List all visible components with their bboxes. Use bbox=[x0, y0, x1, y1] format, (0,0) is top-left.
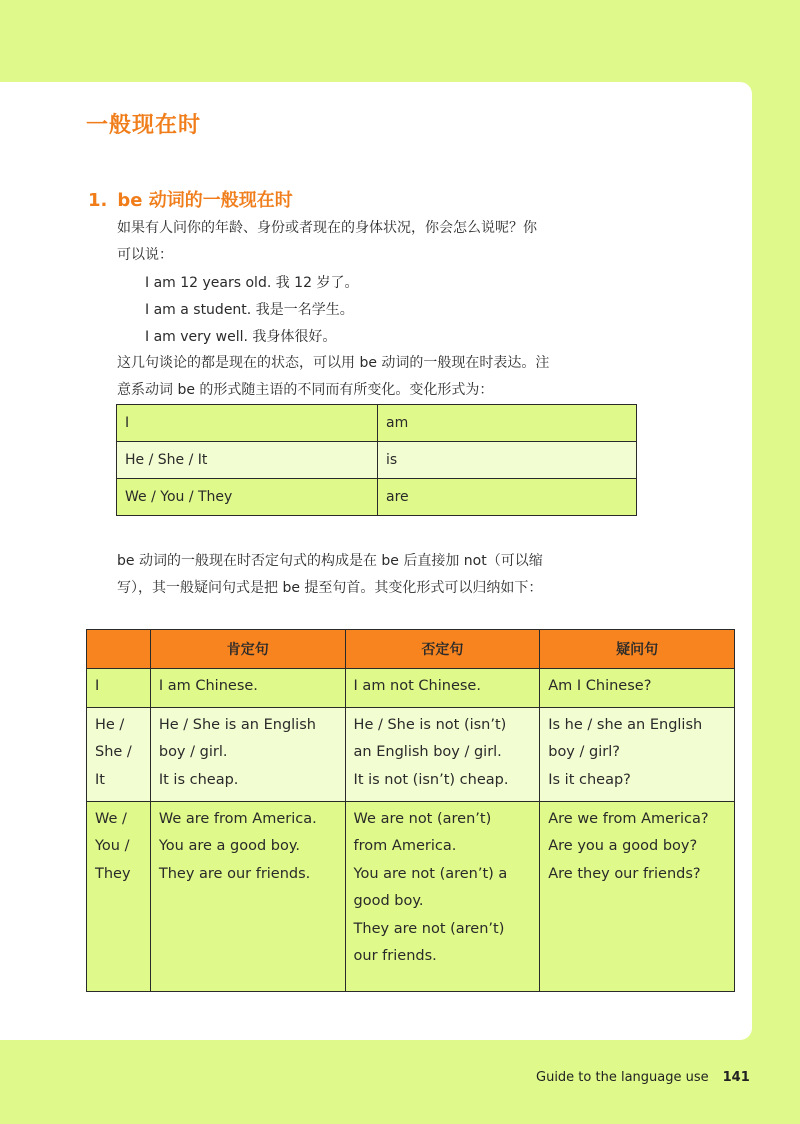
cell-line: boy / girl? bbox=[548, 744, 620, 760]
section-number: 1. bbox=[88, 190, 108, 211]
negation-line: 写），其一般疑问句式是把 be 提至句首。其变化形式可以归纳如下： bbox=[117, 580, 543, 596]
page-number: 141 bbox=[722, 1070, 750, 1085]
intro-line: 如果有人问你的年龄、身份或者现在的身体状况，你会怎么说呢？你 bbox=[117, 220, 537, 236]
cell-line: She / bbox=[95, 744, 132, 760]
cell-line: We are from America. bbox=[158, 810, 317, 827]
cell-line: They are not (aren’t) bbox=[353, 920, 505, 937]
subject-cell bbox=[87, 669, 151, 708]
page-footer bbox=[536, 1070, 750, 1085]
negative-cell bbox=[345, 707, 540, 801]
be-forms-table bbox=[116, 404, 637, 516]
example-sentence: I am a student. 我是一名学生。 bbox=[145, 302, 354, 318]
affirmative-cell bbox=[150, 707, 345, 801]
example-list bbox=[145, 270, 358, 351]
header-negative: 否定句 bbox=[345, 630, 540, 669]
cell-line: Are we from America? bbox=[548, 810, 709, 827]
cell-line: an English boy / girl. bbox=[353, 744, 502, 760]
cell-line: We are not (aren’t) bbox=[353, 810, 492, 827]
cell-line: I am Chinese. bbox=[158, 678, 258, 694]
subject-cell: I bbox=[117, 405, 378, 442]
page-title: 一般现在时 bbox=[86, 113, 202, 138]
form-cell: is bbox=[378, 442, 637, 479]
explanation-line: 这几句谈论的都是现在的状态，可以用 be 动词的一般现在时表达。注 bbox=[117, 355, 550, 371]
negative-cell bbox=[345, 669, 540, 708]
explanation-line: 意系动词 be 的形式随主语的不同而有所变化。变化形式为： bbox=[117, 382, 494, 398]
form-cell: am bbox=[378, 405, 637, 442]
intro-line: 可以说： bbox=[117, 247, 173, 263]
question-cell bbox=[540, 669, 735, 708]
explanation-paragraph bbox=[117, 350, 637, 404]
cell-line: He / bbox=[95, 716, 125, 733]
section-title: be 动词的一般现在时 bbox=[117, 190, 293, 211]
table-row bbox=[117, 405, 637, 442]
negative-cell bbox=[345, 801, 540, 991]
subject-cell: We / You / They bbox=[117, 479, 378, 516]
cell-line: I bbox=[95, 678, 100, 694]
cell-line: You are not (aren’t) a bbox=[353, 865, 508, 882]
example-sentence: I am very well. 我身体很好。 bbox=[145, 329, 337, 345]
cell-line: He / She is an English bbox=[158, 716, 316, 733]
question-cell bbox=[540, 801, 735, 991]
header-cell bbox=[87, 630, 151, 669]
table-row bbox=[87, 707, 735, 801]
table-row bbox=[117, 442, 637, 479]
subject-cell bbox=[87, 801, 151, 991]
cell-line: They are our friends. bbox=[158, 865, 311, 882]
affirmative-cell bbox=[150, 669, 345, 708]
footer-text: Guide to the language use bbox=[536, 1070, 709, 1085]
form-cell: are bbox=[378, 479, 637, 516]
cell-line: We / bbox=[95, 810, 127, 827]
table-row bbox=[87, 801, 735, 991]
cell-line: Are they our friends? bbox=[548, 865, 701, 882]
affirmative-cell bbox=[150, 801, 345, 991]
cell-line: boy / girl. bbox=[158, 744, 228, 760]
cell-line: Is he / she an English bbox=[548, 716, 703, 733]
cell-line: He / She is not (isn’t) bbox=[353, 716, 507, 733]
subject-cell bbox=[87, 707, 151, 801]
cell-line: It is cheap. bbox=[158, 771, 239, 788]
negation-line: be 动词的一般现在时否定句式的构成是在 be 后直接加 not（可以缩 bbox=[117, 553, 543, 569]
cell-line: our friends. bbox=[353, 948, 437, 964]
question-cell bbox=[540, 707, 735, 801]
header-row bbox=[87, 630, 735, 669]
example-sentence: I am 12 years old. 我 12 岁了。 bbox=[145, 275, 359, 291]
cell-line: You are a good boy. bbox=[158, 838, 300, 854]
negation-paragraph bbox=[117, 548, 637, 602]
table-row bbox=[117, 479, 637, 516]
table-row bbox=[87, 669, 735, 708]
cell-line: Are you a good boy? bbox=[548, 838, 698, 854]
intro-paragraph bbox=[117, 215, 637, 269]
subject-cell: He / She / It bbox=[117, 442, 378, 479]
header-affirmative: 肯定句 bbox=[150, 630, 345, 669]
cell-line: It is not (isn’t) cheap. bbox=[353, 771, 509, 788]
sentence-forms-table bbox=[86, 629, 735, 992]
cell-line: It bbox=[95, 771, 105, 788]
cell-line: You / bbox=[95, 838, 130, 854]
cell-line: good boy. bbox=[353, 893, 424, 909]
cell-line: from America. bbox=[353, 838, 457, 854]
cell-line: Am I Chinese? bbox=[548, 678, 652, 694]
cell-line: They bbox=[95, 865, 131, 882]
cell-line: Is it cheap? bbox=[548, 771, 631, 788]
section-heading bbox=[88, 186, 293, 212]
cell-line: I am not Chinese. bbox=[353, 678, 481, 694]
header-question: 疑问句 bbox=[540, 630, 735, 669]
